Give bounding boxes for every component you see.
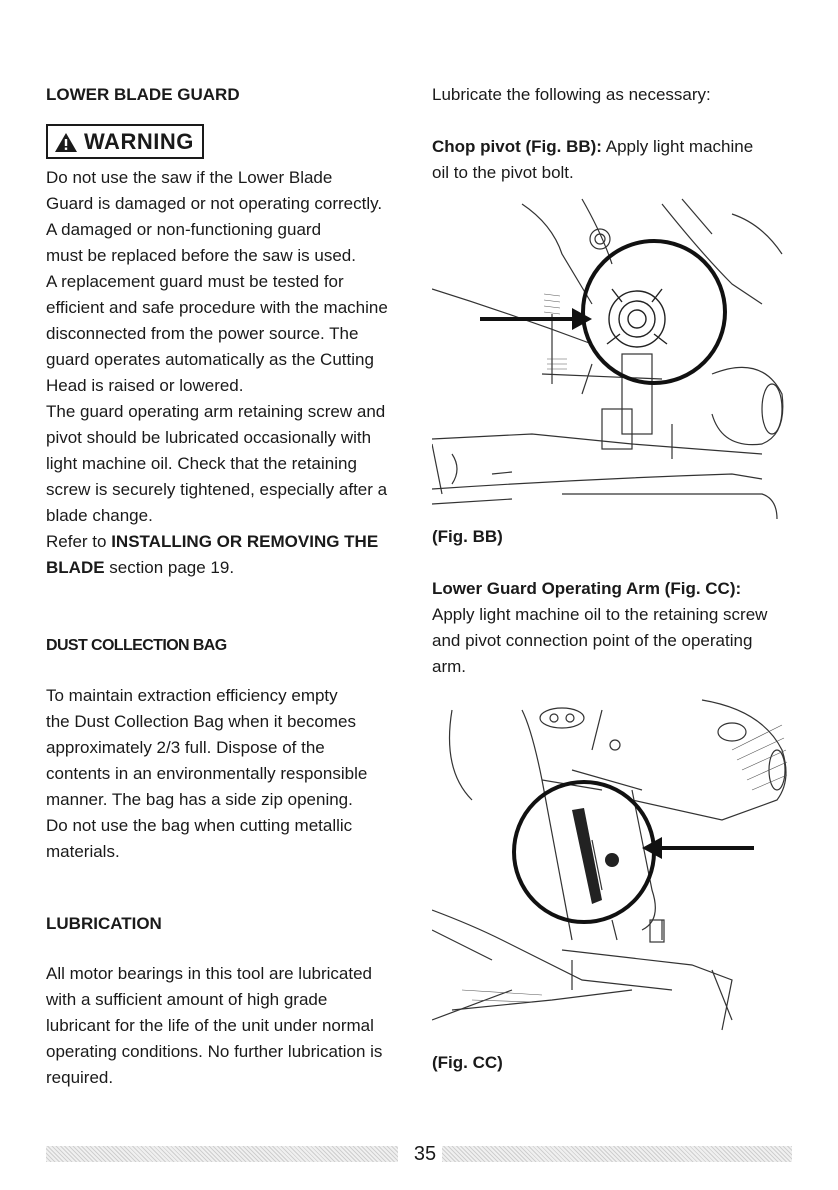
body-line: must be replaced before the saw is used. [46, 246, 356, 265]
body-line: A damaged or non-functioning guard [46, 220, 322, 239]
warning-label: WARNING [84, 129, 194, 154]
body-line: pivot should be lubricated occasionally with [46, 428, 372, 447]
body-line: Do not use the saw if the Lower Blade [46, 168, 333, 187]
heading-dust-collection: DUST COLLECTION BAG [46, 637, 227, 654]
body-line: Apply light machine oil to the retaining screw [432, 605, 768, 624]
figure-bb-illustration [432, 194, 792, 524]
chop-pivot-line [432, 134, 802, 160]
body-line: approximately 2/3 full. Dispose of the [46, 738, 325, 757]
section-lubrication [46, 911, 418, 1091]
body-line: Do not use the bag when cutting metallic [46, 816, 353, 835]
refer-suffix: section page 19. [104, 558, 235, 577]
figure-cc-caption: (Fig. CC) [432, 1053, 503, 1072]
body-line: lubricant for the life of the unit under normal [46, 1016, 374, 1035]
chop-pivot-text: Apply light machine [601, 137, 754, 156]
body-line: To maintain extraction efficiency empty [46, 686, 338, 705]
body-line: light machine oil. Check that the retaining [46, 454, 357, 473]
body-line: with a sufficient amount of high grade [46, 990, 328, 1009]
body-line: contents in an environmentally responsible [46, 764, 368, 783]
section-dust-collection [46, 633, 418, 865]
body-line: disconnected from the power source. The [46, 324, 359, 343]
body-line: operating conditions. No further lubrication is [46, 1042, 383, 1061]
body-line: efficient and safe procedure with the machine [46, 298, 388, 317]
footer-pattern-left [46, 1146, 398, 1162]
body-line: Head is raised or lowered. [46, 376, 244, 395]
body-line: materials. [46, 842, 120, 861]
chop-pivot-line-2: oil to the pivot bolt. [432, 163, 574, 182]
warning-triangle-icon [54, 132, 78, 153]
refer-prefix: Refer to [46, 532, 112, 551]
body-line: and pivot connection point of the operating [432, 631, 753, 650]
lower-guard-arm-label: Lower Guard Operating Arm (Fig. CC): [432, 579, 742, 598]
heading-lubrication: LUBRICATION [46, 914, 162, 933]
refer-line [46, 529, 418, 555]
footer-pattern-right [442, 1146, 792, 1162]
body-line: The guard operating arm retaining screw and [46, 402, 386, 421]
section-lower-blade-guard [46, 82, 418, 581]
right-column [432, 82, 802, 1093]
body-line: screw is securely tightened, especially after a [46, 480, 388, 499]
chop-pivot-label: Chop pivot (Fig. BB): [432, 137, 602, 156]
body-line: All motor bearings in this tool are lubricated [46, 964, 372, 983]
page-number: 35 [413, 1143, 437, 1165]
refer-section-title-end: BLADE [46, 558, 105, 577]
warning-box [46, 124, 204, 159]
body-line: guard operates automatically as the Cutting [46, 350, 374, 369]
body-line: arm. [432, 657, 466, 676]
body-line: the Dust Collection Bag when it becomes [46, 712, 356, 731]
body-line: A replacement guard must be tested for [46, 272, 344, 291]
refer-section-title: INSTALLING OR REMOVING THE [111, 532, 379, 551]
body-line: required. [46, 1068, 114, 1087]
figure-bb-caption: (Fig. BB) [432, 527, 503, 546]
refer-line [46, 555, 418, 581]
page-footer [46, 1142, 792, 1166]
intro-text: Lubricate the following as necessary: [432, 85, 711, 104]
body-line: blade change. [46, 506, 153, 525]
figure-cc-illustration [432, 690, 792, 1046]
left-column [46, 82, 418, 1091]
body-line: manner. The bag has a side zip opening. [46, 790, 353, 809]
body-line: Guard is damaged or not operating correctly. [46, 194, 383, 213]
heading-lower-blade-guard: LOWER BLADE GUARD [46, 85, 240, 104]
